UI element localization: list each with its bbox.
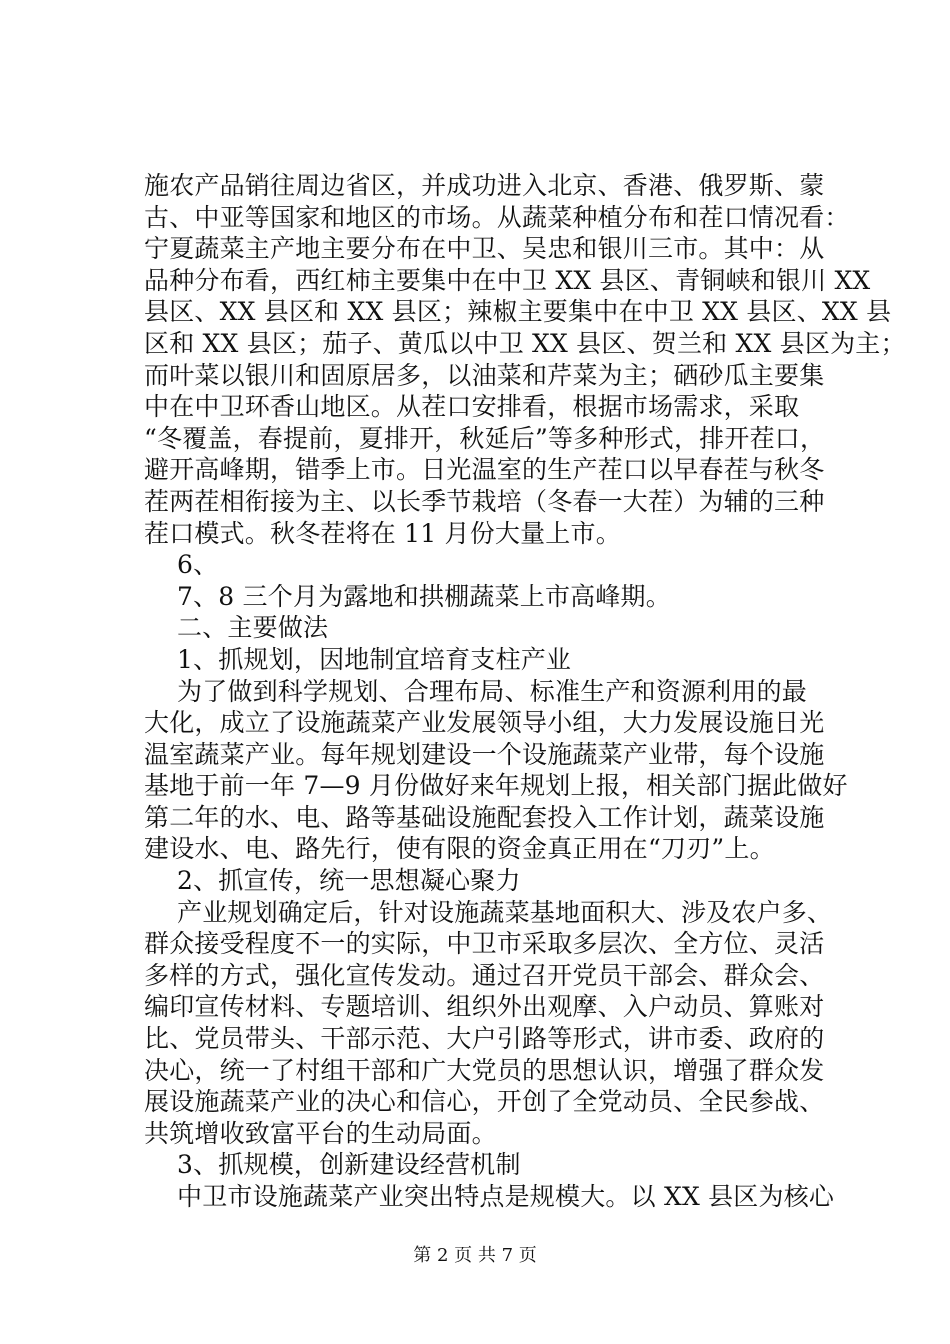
text-line: 中在中卫环香山地区。从茬口安排看，根据市场需求，采取 [144,392,800,422]
text-line: 为了做到科学规划、合理布局、标准生产和资源利用的最 [177,676,808,706]
subsection-heading: 3、抓规模，创新建设经营机制 [177,1150,521,1180]
text-line: 群众接受程度不一的实际，中卫市采取多层次、全方位、灵活 [144,929,825,959]
text-line: 基地于前一年 7—9 月份做好来年规划上报，相关部门据此做好 [144,771,848,801]
text-line: 品种分布看，西红柿主要集中在中卫 XX 县区、青铜峡和银川 XX [144,265,871,295]
text-line: 第二年的水、电、路等基础设施配套投入工作计划，蔬菜设施 [144,802,825,832]
subsection-heading: 2、抓宣传，统一思想凝心聚力 [177,866,521,896]
text-line: 中卫市设施蔬菜产业突出特点是规模大。以 XX 县区为核心 [177,1182,835,1211]
text-line: 大化，成立了设施蔬菜产业发展领导小组，大力发展设施日光 [144,708,825,738]
text-line: 编印宣传材料、专题培训、组织外出观摩、入户动员、算账对 [144,992,825,1022]
body-text [144,170,906,1213]
text-line: 宁夏蔬菜主产地主要分布在中卫、吴忠和银川三市。其中：从 [144,234,825,264]
text-line: 茬两茬相衔接为主、以长季节栽培（冬春一大茬）为辅的三种 [144,486,825,516]
text-line: 温室蔬菜产业。每年规划建设一个设施蔬菜产业带，每个设施 [144,739,825,769]
subsection-heading: 1、抓规划，因地制宜培育支柱产业 [177,644,572,674]
text-line: 多样的方式，强化宣传发动。通过召开党员干部会、群众会、 [144,960,825,990]
text-line: 县区、XX 县区和 XX 县区；辣椒主要集中在中卫 XX 县区、XX 县 [144,297,892,327]
text-line: 决心，统一了村组干部和广大党员的思想认识，增强了群众发 [144,1055,825,1085]
text-line: 产业规划确定后，针对设施蔬菜基地面积大、涉及农户多、 [177,897,833,927]
text-line: 7、8 三个月为露地和拱棚蔬菜上市高峰期。 [177,581,671,611]
text-line: 避开高峰期，错季上市。日光温室的生产茬口以早春茬与秋冬 [144,455,825,485]
text-line: 比、党员带头、干部示范、大户引路等形式，讲市委、政府的 [144,1024,825,1054]
text-line: 施农产品销往周边省区，并成功进入北京、香港、俄罗斯、蒙 [144,171,825,200]
text-line: 茬口模式。秋冬茬将在 11 月份大量上市。 [144,518,621,548]
text-line: 而叶菜以银川和固原居多，以油菜和芹菜为主；硒砂瓜主要集 [144,360,825,390]
text-line: 区和 XX 县区；茄子、黄瓜以中卫 XX 县区、贺兰和 XX 县区为主； [144,328,906,358]
text-line: 展设施蔬菜产业的决心和信心，开创了全党动员、全民参战、 [144,1087,825,1117]
section-heading: 二、主要做法 [177,613,329,643]
text-line: “冬覆盖，春提前，夏排开，秋延后”等多种形式，排开茬口， [144,423,826,453]
text-line: 古、中亚等国家和地区的市场。从蔬菜种植分布和茬口情况看： [144,202,850,232]
list-number: 6、 [177,550,219,580]
page-footer: 第 2 页 共 7 页 [413,1245,537,1266]
text-line: 建设水、电、路先行，使有限的资金真正用在“刀刃”上。 [144,834,775,864]
text-line: 共筑增收致富平台的生动局面。 [144,1118,497,1148]
